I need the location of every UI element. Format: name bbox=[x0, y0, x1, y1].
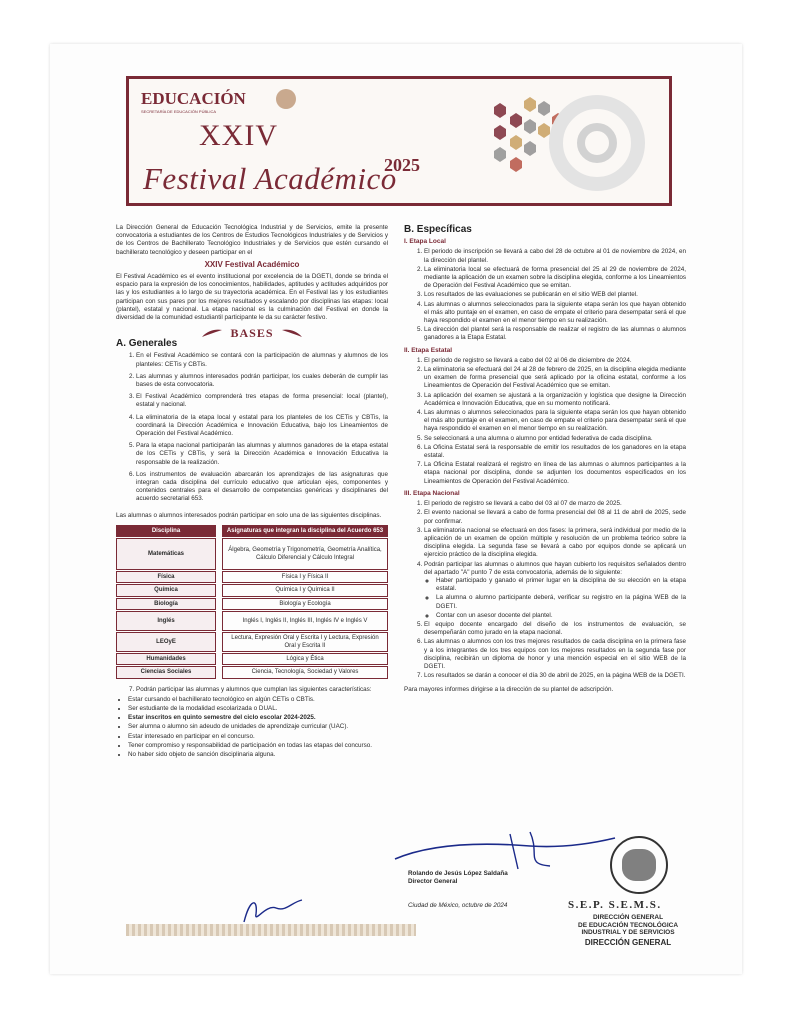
initials-scribble-icon bbox=[236, 894, 306, 928]
list-item: 5. La dirección del plantel será la responsable de realizar el registro de las alumnas o alumnos ganadores a la Etapa Estatal. bbox=[424, 326, 686, 342]
list-item: ◦ La alumna o alumno participante deberá, verificar su registro en la página WEB de la DGETI. bbox=[436, 594, 686, 610]
discipline-cell: Ciencias Sociales bbox=[116, 666, 216, 678]
etapa-local-list bbox=[404, 248, 686, 342]
list-item: 6. Los instrumentos de evaluación abarcarán los aprendizajes de las asignaturas que integran cada disciplina del currículo educativo que articulan ejes, componentes y contenidos centrales para el desarrollo de competencias genéricas y disciplinares del acuerdo secretarial 653. bbox=[136, 471, 388, 504]
etapa-local-heading: I. Etapa Local bbox=[404, 238, 446, 246]
stamp-line: INDUSTRIAL Y DE SERVICIOS bbox=[581, 929, 675, 936]
list-item: 2. Las alumnas y alumnos interesados podrán participar, los cuales deberán de cumplir las bases de esta convocatoria. bbox=[136, 373, 388, 389]
stamp-line: DE EDUCACIÓN TECNOLÓGICA bbox=[578, 921, 679, 929]
table-header-cell: Asignaturas que integran la disciplina del Acuerdo 653 bbox=[222, 525, 388, 537]
list-item: 1. El periodo de registro se llevará a cabo del 02 al 06 de diciembre de 2024. bbox=[424, 357, 686, 365]
disciplines-table bbox=[116, 524, 388, 680]
list-item: 7. Los resultados se darán a conocer el día 30 de abril de 2025, en la página WEB de la DGETI. bbox=[424, 672, 686, 680]
list-item: 1. El periodo de registro se llevará a cabo del 03 al 07 de marzo de 2025. bbox=[424, 500, 686, 508]
etapa-estatal-heading: II. Etapa Estatal bbox=[404, 346, 453, 354]
subjects-cell: Lectura, Expresión Oral y Escrita I y Lectura, Expresión Oral y Escrita II bbox=[222, 632, 388, 652]
festival-title: Festival Académico bbox=[143, 161, 397, 196]
list-item: 5. El equipo docente encargado del diseño de los instrumentos de evaluación, se desempeñarán como jurado en la etapa nacional. bbox=[424, 621, 686, 637]
left-column bbox=[116, 224, 388, 760]
table-row bbox=[116, 538, 388, 570]
list-item: • Tener compromiso y responsabilidad de participación en todas las etapas del concurso. bbox=[128, 742, 388, 750]
decorative-footer-strip bbox=[126, 924, 416, 936]
subjects-cell: Lógica y Ética bbox=[222, 653, 388, 665]
table-row bbox=[116, 653, 388, 665]
list-item: 3. Los resultados de las evaluaciones se publicarán en el sitio WEB del plantel. bbox=[424, 291, 686, 299]
discipline-cell: Inglés bbox=[116, 611, 216, 631]
list-item: 3. El Festival Académico comprenderá tres etapas de forma presencial: local (plantel), estatal y nacional. bbox=[136, 393, 388, 409]
signer-title: Director General bbox=[408, 878, 458, 885]
nacional-requirements-list bbox=[424, 577, 686, 620]
festival-description: El Festival Académico es el evento institucional por excelencia de la DGETI, donde se brinda el espacio para la expresión de los conocimientos, habilidades, aptitudes y actitudes adquiridos por las y los estudiantes a lo largo de su trayectoria académica. En el Festival las y los estudiantes participan con sus pares por los mejores resultados y escalando por disciplinas las etapas: local (plantel), estatal y nacional. La etapa nacional es la culminación del Festival en donde la diversidad de la comunidad estudiantil participante le da su carácter festivo. bbox=[116, 273, 388, 322]
quill-icon bbox=[280, 328, 304, 338]
stamp-sep-text: S.E.P. S.E.M.S. bbox=[568, 899, 662, 911]
table-header-cell: Disciplina bbox=[116, 525, 216, 537]
list-item: 1. El periodo de inscripción se llevará a cabo del 28 de octubre al 01 de noviembre de 2024, en la dirección del plantel. bbox=[424, 248, 686, 264]
table-row bbox=[116, 632, 388, 652]
signature-scribble-icon bbox=[390, 824, 620, 874]
signature-block bbox=[408, 870, 508, 910]
list-item: 2. El evento nacional se llevará a cabo de forma presencial del 08 al 11 de abril de 2025, sede por confirmar. bbox=[424, 509, 686, 525]
list-item: 4. Las alumnas o alumnos seleccionados para la siguiente etapa serán los que hayan obtenido el más alto puntaje en el examen, en caso de empate el criterio para desempatar será el que haya respondido el examen en el menor tiempo en su realización. bbox=[424, 409, 686, 434]
list-item: 7. La Oficina Estatal realizará el registro en línea de las alumnas o alumnos participantes a la etapa nacional por disciplina, donde se adjunten los documentos especificados en los Lineamientos de Operación del Festival Académico. bbox=[424, 461, 686, 486]
discipline-cell: Física bbox=[116, 571, 216, 583]
list-item bbox=[136, 686, 388, 694]
subjects-cell: Biología y Ecología bbox=[222, 598, 388, 610]
list-item: 3. La aplicación del examen se ajustará a la organización y logística que designe la Dirección Académica e Innovación Educativa, que en su momento notificará. bbox=[424, 392, 686, 408]
discipline-cell: Matemáticas bbox=[116, 538, 216, 570]
requirements-list bbox=[116, 696, 388, 759]
quill-icon bbox=[200, 328, 224, 338]
list-item: 2. La eliminatoria local se efectuará de forma presencial del 25 al 29 de noviembre de 2024, mediante la aplicación de un examen sobre la disciplina elegida, conforme a los Lineamientos de Operación del Festival Académico que se emitan. bbox=[424, 266, 686, 291]
more-info-text: Para mayores informes dirigirse a la dirección de su plantel de adscripción. bbox=[404, 686, 614, 694]
list-item: • Ser estudiante de la modalidad escolarizada o DUAL. bbox=[128, 705, 388, 713]
item-7-text: Podrán participar las alumnas y alumnos que cumplan las siguientes características: bbox=[136, 685, 372, 693]
list-item: 3. La eliminatoria nacional se efectuará en dos fases: la primera, será individual por medio de la aplicación de un examen de opción múltiple y resolución de un problema teórico sobre la disciplina elegida. La segunda fase se llevará a cabo por equipos donde se aplicará un ejercicio práctico de la disciplina elegida. bbox=[424, 527, 686, 560]
sep-logo-subtitle: SECRETARÍA DE EDUCACIÓN PÚBLICA bbox=[141, 109, 217, 114]
list-item: 1. En el Festival Académico se contará con la participación de alumnas y alumnos de los planteles: CETis y CBTis. bbox=[136, 352, 388, 368]
table-row bbox=[116, 584, 388, 596]
list-item: • Estar inscritos en quinto semestre del ciclo escolar 2024-2025. bbox=[128, 714, 388, 722]
bases-label: BASES bbox=[230, 326, 274, 341]
table-header-row bbox=[116, 525, 388, 537]
bases-heading bbox=[116, 326, 388, 341]
decorative-gear-icon bbox=[577, 123, 617, 163]
document-sheet bbox=[50, 44, 742, 974]
generales-list-cont bbox=[116, 686, 388, 694]
place-date: Ciudad de México, octubre de 2024 bbox=[408, 902, 508, 909]
list-item: 4. Las alumnas o alumnos seleccionados para la siguiente etapa serán los que hayan obtenido el más alto puntaje en el examen, en caso de empate el criterio para desempatar será el que haya respondido el examen en el menor tiempo en su realización. bbox=[424, 301, 686, 326]
discipline-cell: Biología bbox=[116, 598, 216, 610]
list-item: • Estar cursando el bachillerato tecnológico en algún CETis o CBTis. bbox=[128, 696, 388, 704]
stamp-lines bbox=[578, 914, 678, 946]
eagle-seal-icon bbox=[622, 849, 656, 881]
generales-list bbox=[116, 352, 388, 503]
edition-roman-numeral: XXIV bbox=[199, 119, 278, 152]
subjects-cell: Álgebra, Geometría y Trigonometría, Geometría Analítica, Cálculo Diferencial y Cálculo Integral bbox=[222, 538, 388, 570]
discipline-cell: LEOyE bbox=[116, 632, 216, 652]
header-banner bbox=[126, 76, 672, 206]
list-item: • Estar interesado en participar en el concurso. bbox=[128, 733, 388, 741]
generales-heading: A. Generales bbox=[116, 338, 178, 350]
list-item: 4. La eliminatoria de la etapa local y estatal para los planteles de los CETis y CBTis, la coordinará la Dirección Académica e Innovación Educativa, bajo los Lineamientos de Operación del Festival Académico. bbox=[136, 414, 388, 439]
list-item: 2. La eliminatoria se efectuará del 24 al 28 de febrero de 2025, en la disciplina elegida mediante un examen de forma presencial que será aplicado por la oficina estatal, conforme a los Lineamientos de Operación del Festival Académico que se emitan. bbox=[424, 366, 686, 391]
list-item bbox=[424, 561, 686, 620]
intro-paragraph: La Dirección General de Educación Tecnológica Industrial y de Servicios, emite la presente convocatoria a estudiantes de los Centros de Estudios Tecnológicos Industriales y de Servicios y de los Centros de Bachillerato Tecnológico Industriales y de Servicios que estén cursando el bachillerato tecnológico y deseen participar en el bbox=[116, 224, 388, 256]
subjects-cell: Ciencia, Tecnología, Sociedad y Valores bbox=[222, 666, 388, 678]
list-item: • No haber sido objeto de sanción disciplinaria alguna. bbox=[128, 751, 388, 759]
stamp-line: DIRECCIÓN GENERAL bbox=[592, 914, 664, 921]
table-row bbox=[116, 611, 388, 631]
table-row bbox=[116, 598, 388, 610]
subjects-cell: Física I y Física II bbox=[222, 571, 388, 583]
etapa-estatal-list bbox=[404, 357, 686, 486]
discipline-cell: Humanidades bbox=[116, 653, 216, 665]
item-text: Podrán participar las alumnas o alumnos que hayan cubierto los requisitos señalados dentro del apartado "A" punto 7 de esta convocatoria, además de lo siguiente: bbox=[424, 560, 686, 576]
list-item: • Ser alumna o alumno sin adeudo de unidades de aprendizaje curricular (UAC). bbox=[128, 723, 388, 731]
table-row bbox=[116, 571, 388, 583]
festival-year: 2025 bbox=[384, 155, 420, 175]
subjects-cell: Química I y Química II bbox=[222, 584, 388, 596]
discipline-cell: Química bbox=[116, 584, 216, 596]
list-item: 5. Para la etapa nacional participarán las alumnas y alumnos ganadores de la etapa estatal de los CETis y CBTis, y será la Dirección Académica e Innovación Educativa la responsable de la realización. bbox=[136, 442, 388, 467]
seal-icon bbox=[276, 89, 296, 109]
list-item: ◦ Haber participado y ganado el primer lugar en la disciplina de su elección en la etapa estatal. bbox=[436, 577, 686, 593]
list-item: 5. Se seleccionará a una alumna o alumno por entidad federativa de cada disciplina. bbox=[424, 435, 686, 443]
subjects-cell: Inglés I, Inglés II, Inglés III, Inglés IV e Inglés V bbox=[222, 611, 388, 631]
especificas-heading: B. Específicas bbox=[404, 224, 472, 235]
list-item: ◦ Contar con un asesor docente del plantel. bbox=[436, 612, 686, 620]
list-item: 6. Las alumnas o alumnos con los tres mejores resultados de cada disciplina en la primera fase y a los integrantes de los tres equipos con los mejores resultados en la segunda fase por disciplina, recibirán un diploma de honor y una mención especial en el sitio WEB de la DGETI. bbox=[424, 638, 686, 671]
list-item: 6. La Oficina Estatal será la responsable de emitir los resultados de los ganadores en la etapa estatal. bbox=[424, 444, 686, 460]
sep-logo-text: EDUCACIÓN bbox=[141, 89, 246, 108]
festival-heading: XXIV Festival Académico bbox=[204, 259, 300, 269]
etapa-nacional-list bbox=[404, 500, 686, 680]
etapa-nacional-heading: III. Etapa Nacional bbox=[404, 489, 460, 497]
right-column bbox=[404, 224, 686, 699]
stamp-line: DIRECCIÓN GENERAL bbox=[584, 937, 672, 947]
signer-name: Rolando de Jesús López Saldaña bbox=[408, 870, 508, 877]
table-row bbox=[116, 666, 388, 678]
table-intro: Las alumnas o alumnos interesados podrán participar en solo una de las siguientes disciplinas. bbox=[116, 511, 382, 519]
